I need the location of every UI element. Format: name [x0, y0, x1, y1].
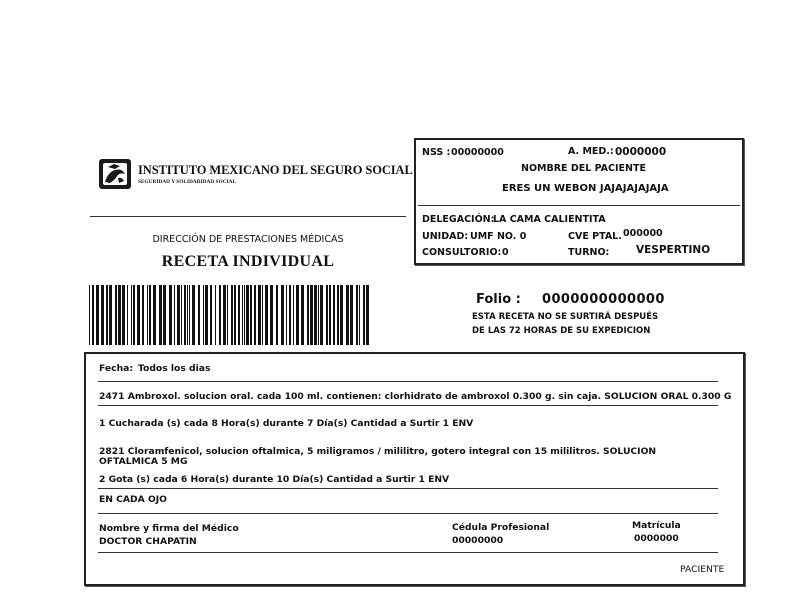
cve-ptal-label: CVE PTAL. — [568, 231, 622, 242]
barcode-bar — [163, 285, 166, 345]
barcode-bar — [289, 285, 291, 345]
barcode-bar — [350, 285, 353, 345]
barcode-bar — [219, 285, 221, 345]
barcode-bar — [363, 285, 365, 345]
barcode-bar — [286, 285, 287, 345]
barcode-bar — [205, 285, 208, 345]
medication-1-description: 2471 Ambroxol. solucion oral. cada 100 ml. contienen: clorhidrato de ambroxol 0.300 g. sin caja. SOLUCION ORAL 0.300 G — [99, 391, 732, 402]
barcode-bar — [265, 285, 268, 345]
barcode-bar — [366, 285, 369, 345]
barcode-bar — [242, 285, 243, 345]
barcode-bar — [262, 285, 263, 345]
barcode-bar — [314, 285, 317, 345]
barcode-bar — [174, 285, 175, 345]
barcode-bar — [115, 285, 117, 345]
barcode-bar — [340, 285, 343, 345]
barcode-bar — [122, 285, 125, 345]
medico-label: Nombre y firma del Médico — [99, 523, 239, 534]
barcode-bar — [189, 285, 190, 345]
barcode-bar — [293, 285, 294, 345]
amed-value: 0000000 — [615, 146, 667, 158]
nss-label: NSS : — [422, 147, 451, 158]
barcode-bar — [246, 285, 249, 345]
patient-name: ERES UN WEBON JAJAJAJAJAJA — [502, 183, 669, 194]
header-divider — [90, 216, 406, 217]
patient-name-label: NOMBRE DEL PACIENTE — [521, 163, 646, 174]
barcode-bar — [137, 285, 140, 345]
barcode-bar — [131, 285, 132, 345]
barcode-bar — [153, 285, 156, 345]
barcode-bar — [301, 285, 304, 345]
barcode-bar — [326, 285, 328, 345]
consultorio-value: 0 — [502, 247, 509, 258]
medico-name: DOCTOR CHAPATIN — [99, 536, 197, 547]
institution-tagline: SEGURIDAD Y SOLIDARIDAD SOCIAL — [138, 179, 237, 185]
barcode-bar — [147, 285, 148, 345]
signature-divider-top — [98, 513, 718, 514]
barcode-bar — [359, 285, 360, 345]
barcode-bar — [310, 285, 313, 345]
nss-value: 00000000 — [451, 147, 504, 158]
delegacion-label: DELEGACIÓN: — [422, 214, 495, 225]
fecha-value: Todos los dias — [138, 363, 211, 374]
barcode-bar — [337, 285, 339, 345]
barcode-bar — [231, 285, 233, 345]
barcode-bar — [258, 285, 261, 345]
consultorio-label: CONSULTORIO: — [422, 247, 502, 258]
barcode-bar — [333, 285, 335, 345]
matricula-label: Matrícula — [632, 520, 681, 531]
prescription-box — [84, 352, 745, 586]
cve-ptal-value: 000000 — [623, 228, 663, 239]
matricula-value: 0000000 — [634, 533, 679, 544]
barcode-bar — [142, 285, 144, 345]
barcode-bar — [234, 285, 236, 345]
barcode-bar — [127, 285, 128, 345]
barcode-bar — [169, 285, 172, 345]
barcode-bar — [329, 285, 331, 345]
amed-label: A. MED.: — [568, 146, 614, 157]
unidad-value: UMF NO. 0 — [470, 231, 527, 242]
cedula-label: Cédula Profesional — [452, 522, 550, 533]
barcode-bar — [296, 285, 299, 345]
barcode-bar — [92, 285, 94, 345]
cedula-value: 00000000 — [452, 535, 504, 546]
barcode — [89, 285, 371, 345]
barcode-bar — [210, 285, 212, 345]
barcode-bar — [281, 285, 284, 345]
folio-label: Folio : — [476, 292, 521, 307]
delegacion-value: LA CAMA CALIENTITA — [493, 214, 606, 225]
patient-info-box — [414, 138, 744, 265]
barcode-bar — [276, 285, 278, 345]
barcode-bar — [215, 285, 216, 345]
barcode-bar — [192, 285, 195, 345]
signature-divider-bottom — [98, 552, 718, 553]
medication-1-divider — [98, 405, 718, 406]
barcode-bar — [270, 285, 273, 345]
expiry-warning-line1: ESTA RECETA NO SE SURTIRÁ DESPUÉS — [472, 312, 659, 322]
barcode-bar — [238, 285, 240, 345]
institution-name: INSTITUTO MEXICANO DEL SEGURO SOCIAL — [138, 163, 413, 177]
medication-2-description: 2821 Cloramfenicol, solucion oftalmica, 5 miligramos / mililitro, gotero integral con 15 mililitros. SOLUCION OFTALMICA 5 MG — [99, 446, 657, 467]
barcode-bar — [184, 285, 186, 345]
barcode-bar — [118, 285, 121, 345]
imss-logo — [98, 158, 413, 190]
fecha-label: Fecha: — [99, 363, 133, 374]
barcode-bar — [101, 285, 104, 345]
barcode-bar — [96, 285, 99, 345]
medication-2-dosage: 2 Gota (s) cada 6 Hora(s) durante 10 Día(s) Cantidad a Surtir 1 ENV — [99, 474, 450, 485]
department-name: DIRECCIÓN DE PRESTACIONES MÉDICAS — [152, 234, 344, 245]
barcode-bar — [198, 285, 200, 345]
barcode-bar — [320, 285, 323, 345]
document-title: RECETA INDIVIDUAL — [161, 253, 335, 270]
barcode-bar — [244, 285, 245, 345]
barcode-bar — [356, 285, 358, 345]
barcode-bar — [149, 285, 151, 345]
imss-eagle-emblem-icon — [98, 158, 132, 190]
barcode-bar — [177, 285, 180, 345]
expiry-warning-line2: DE LAS 72 HORAS DE SU EXPEDICION — [472, 326, 651, 336]
barcode-bar — [133, 285, 135, 345]
barcode-bar — [187, 285, 188, 345]
barcode-bar — [227, 285, 228, 345]
turno-value: VESPERTINO — [636, 244, 711, 256]
unidad-label: UNIDAD: — [422, 231, 469, 242]
barcode-bar — [109, 285, 112, 345]
prescription-note: EN CADA OJO — [99, 494, 167, 505]
barcode-bar — [223, 285, 226, 345]
barcode-bar — [250, 285, 252, 345]
fecha-divider — [98, 381, 718, 382]
turno-label: TURNO: — [568, 247, 610, 258]
barcode-bar — [106, 285, 108, 345]
barcode-bar — [318, 285, 319, 345]
folio-number: 0000000000000 — [542, 292, 665, 307]
barcode-bar — [254, 285, 256, 345]
barcode-bar — [89, 285, 90, 345]
barcode-bar — [203, 285, 204, 345]
barcode-bar — [159, 285, 162, 345]
barcode-bar — [181, 285, 182, 345]
patient-box-divider — [418, 205, 740, 206]
copy-recipient: PACIENTE — [680, 564, 725, 575]
medication-2-divider — [98, 488, 718, 489]
barcode-bar — [346, 285, 349, 345]
medication-1-dosage: 1 Cucharada (s) cada 8 Hora(s) durante 7 Día(s) Cantidad a Surtir 1 ENV — [99, 418, 474, 429]
barcode-bar — [307, 285, 309, 345]
